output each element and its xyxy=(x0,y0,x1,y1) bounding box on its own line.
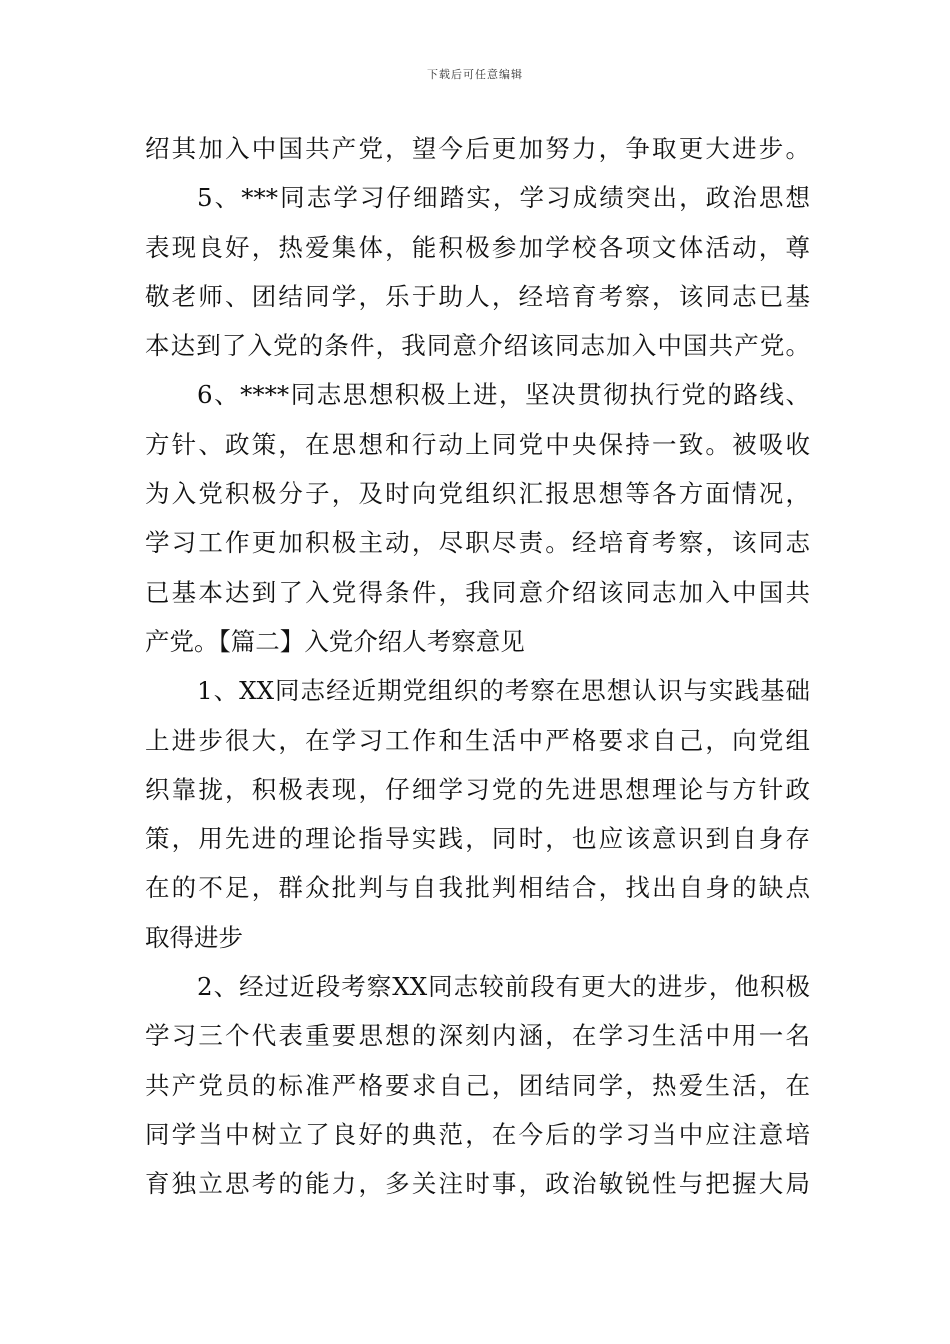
text-line: 绍其加入中国共产党，望今后更加努力，争取更大进步。 xyxy=(145,134,810,163)
text-line: 方针、政策，在思想和行动上同党中央保持一致。被吸收 xyxy=(145,429,810,459)
document-body xyxy=(145,124,810,1209)
text-line: 表现良好，热爱集体，能积极参加学校各项文体活动，尊 xyxy=(145,232,810,262)
page-header: 下载后可任意编辑 xyxy=(427,68,523,81)
text-line: 为入党积极分子，及时向党组织汇报思想等各方面情况， xyxy=(145,479,810,509)
paragraph-start-line: 1、XX同志经近期党组织的考察在思想认识与实践基础 xyxy=(197,676,810,706)
text-line: 策，用先进的理论指导实践，同时，也应该意识到自身存 xyxy=(145,824,810,854)
text-line: 已基本达到了入党得条件，我同意介绍该同志加入中国共 xyxy=(145,577,810,607)
text-line: 敬老师、团结同学，乐于助人，经培育考察，该同志已基 xyxy=(145,281,810,311)
text-line: 学习三个代表重要思想的深刻内涵，在学习生活中用一名 xyxy=(145,1021,810,1051)
text-line: 同学当中树立了良好的典范，在今后的学习当中应注意培 xyxy=(145,1119,810,1149)
text-line: 本达到了入党的条件，我同意介绍该同志加入中国共产党。 xyxy=(145,331,810,361)
paragraph-start-line: 6、****同志思想积极上进，坚决贯彻执行党的路线、 xyxy=(197,380,810,410)
text-line: 织靠拢，积极表现，仔细学习党的先进思想理论与方针政 xyxy=(145,774,810,804)
text-line: 在的不足，群众批判与自我批判相结合，找出自身的缺点 xyxy=(145,873,810,903)
text-line: 学习工作更加积极主动，尽职尽责。经培育考察，该同志 xyxy=(145,528,810,558)
text-line: 产党。【篇二】入党介绍人考察意见 xyxy=(145,626,525,656)
paragraph-start-line: 5、***同志学习仔细踏实，学习成绩突出，政治思想 xyxy=(197,183,810,213)
text-line: 共产党员的标准严格要求自己，团结同学，热爱生活，在 xyxy=(145,1070,810,1100)
paragraph-start-line: 2、经过近段考察XX同志较前段有更大的进步，他积极 xyxy=(197,972,810,1002)
text-line: 取得进步 xyxy=(145,922,243,952)
text-line: 上进步很大，在学习工作和生活中严格要求自己，向党组 xyxy=(145,725,810,755)
text-line: 育独立思考的能力，多关注时事，政治敏锐性与把握大局 xyxy=(145,1169,810,1199)
